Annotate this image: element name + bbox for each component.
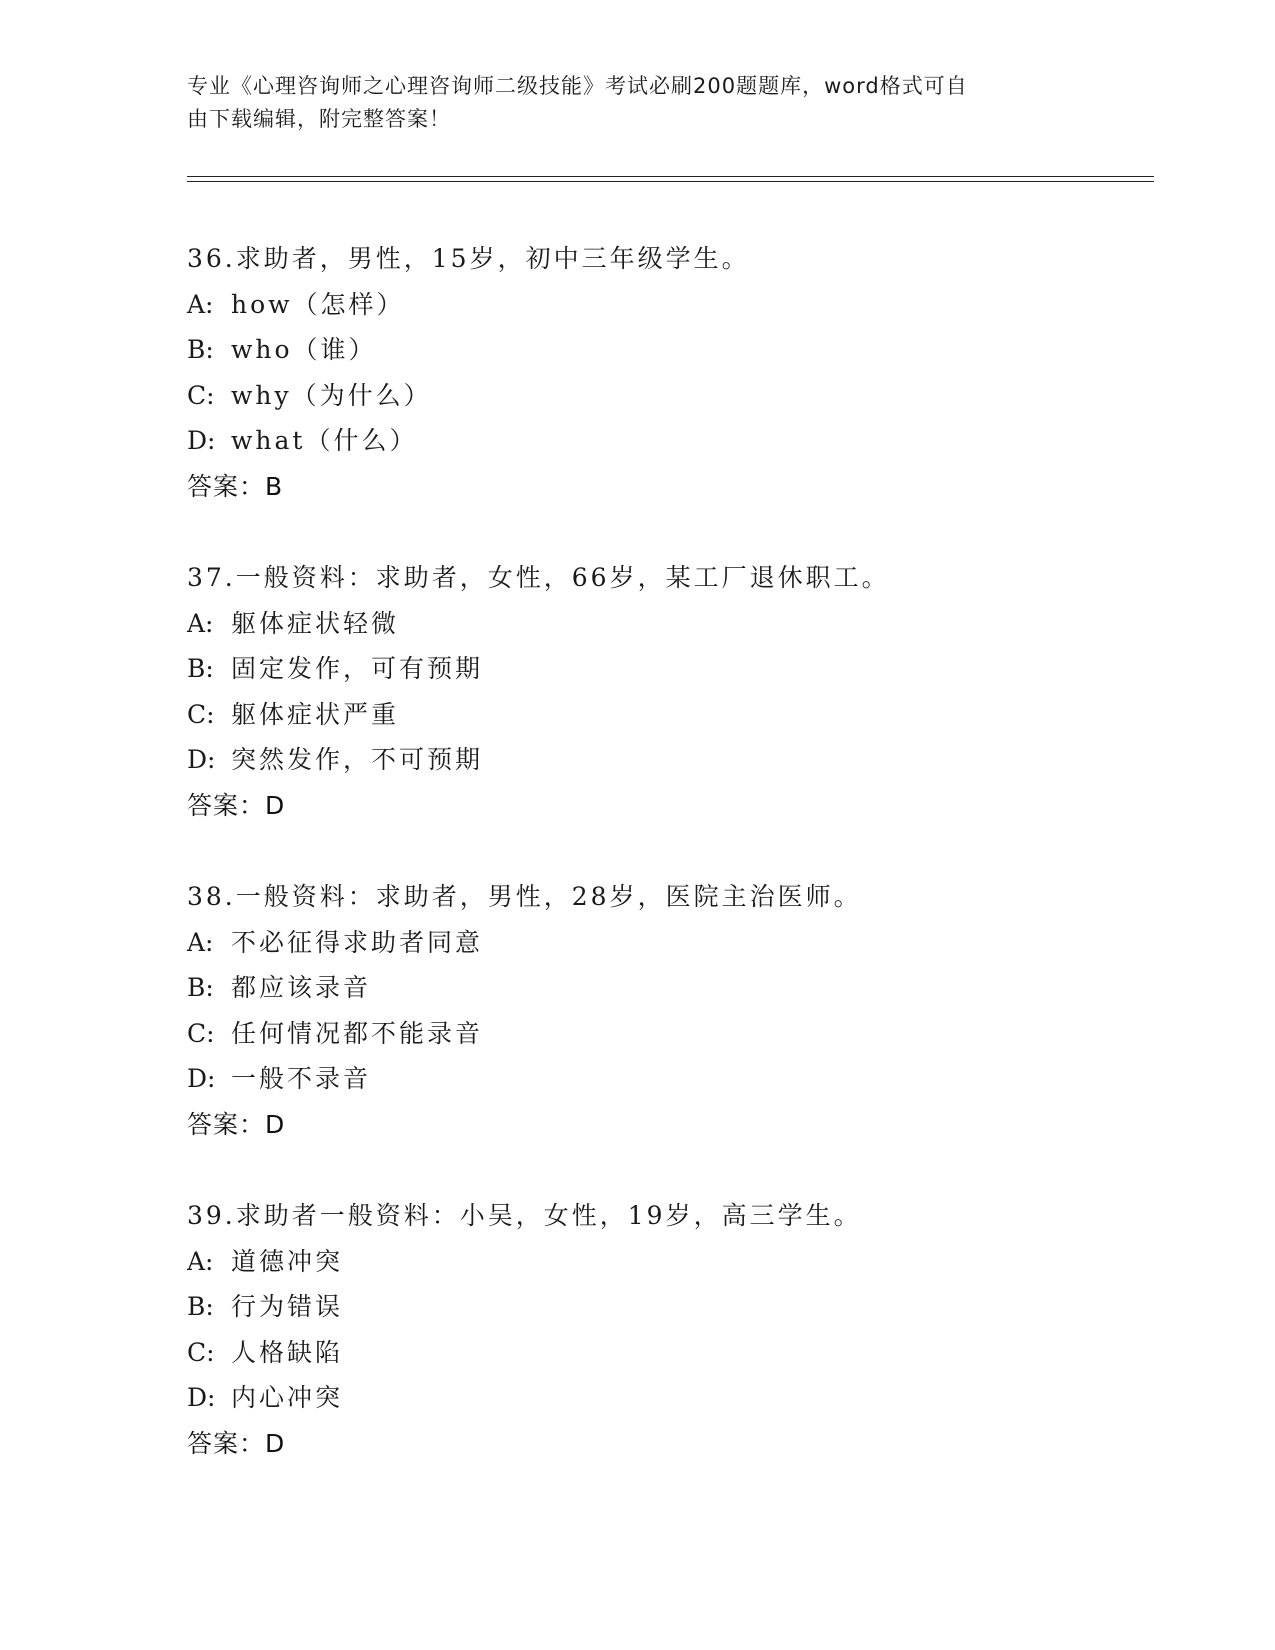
option-letter: C: — [187, 1337, 215, 1367]
option-c — [187, 1011, 1147, 1057]
option-text: 道德冲突 — [231, 1246, 344, 1276]
option-text: who（谁） — [231, 335, 377, 365]
option-c — [187, 1330, 1147, 1376]
option-letter: A: — [187, 927, 214, 957]
option-text: 人格缺陷 — [231, 1337, 344, 1367]
option-text: 不必征得求助者同意 — [231, 927, 484, 957]
option-a — [187, 601, 1147, 647]
option-text: 躯体症状严重 — [231, 699, 400, 729]
option-b — [187, 965, 1147, 1011]
option-text: 突然发作，不可预期 — [231, 745, 484, 775]
question-36 — [187, 236, 1147, 510]
header-line-2: 由下载编辑，附完整答案！ — [187, 107, 451, 131]
document-header — [187, 70, 1087, 136]
option-text: 行为错误 — [231, 1292, 344, 1322]
option-letter: A: — [187, 608, 214, 638]
option-letter: B: — [187, 973, 214, 1003]
option-letter: C: — [187, 380, 215, 410]
option-letter: B: — [187, 335, 214, 365]
answer-line: 答案：D — [187, 790, 286, 820]
option-letter: A: — [187, 289, 214, 319]
option-text: how（怎样） — [231, 289, 405, 319]
option-a — [187, 1239, 1147, 1285]
header-divider-top — [187, 176, 1154, 177]
header-line-1: 专业《心理咨询师之心理咨询师二级技能》考试必刷200题题库，word格式可自 — [187, 74, 968, 98]
option-text: what（什么） — [231, 426, 418, 456]
option-a — [187, 920, 1147, 966]
option-d — [187, 1056, 1147, 1102]
question-stem: 39.求助者一般资料：小吴，女性，19岁，高三学生。 — [187, 1201, 862, 1230]
option-c — [187, 692, 1147, 738]
option-text: 一般不录音 — [231, 1064, 372, 1094]
option-d — [187, 1375, 1147, 1421]
option-letter: A: — [187, 1246, 214, 1276]
option-letter: B: — [187, 654, 214, 684]
answer-line: 答案：D — [187, 1428, 286, 1458]
option-text: 内心冲突 — [231, 1383, 344, 1413]
option-letter: C: — [187, 699, 215, 729]
option-letter: C: — [187, 1018, 215, 1048]
option-d — [187, 418, 1147, 464]
option-letter: B: — [187, 1292, 214, 1322]
option-d — [187, 737, 1147, 783]
question-37 — [187, 555, 1147, 829]
question-39 — [187, 1193, 1147, 1467]
option-text: 任何情况都不能录音 — [231, 1018, 484, 1048]
option-text: 躯体症状轻微 — [231, 608, 400, 638]
option-letter: D: — [187, 1383, 216, 1413]
option-b — [187, 327, 1147, 373]
question-stem: 37.一般资料：求助者，女性，66岁，某工厂退休职工。 — [187, 563, 890, 592]
option-letter: D: — [187, 426, 216, 456]
header-divider-bottom — [187, 181, 1154, 182]
question-stem: 36.求助者，男性，15岁，初中三年级学生。 — [187, 244, 750, 273]
option-b — [187, 1284, 1147, 1330]
option-letter: D: — [187, 1064, 216, 1094]
option-letter: D: — [187, 745, 216, 775]
answer-line: 答案：D — [187, 1109, 286, 1139]
question-stem: 38.一般资料：求助者，男性，28岁，医院主治医师。 — [187, 882, 862, 911]
option-text: 固定发作，可有预期 — [231, 654, 484, 684]
option-b — [187, 646, 1147, 692]
question-38 — [187, 874, 1147, 1148]
option-text: 都应该录音 — [231, 973, 372, 1003]
option-a — [187, 282, 1147, 328]
option-text: why（为什么） — [231, 380, 432, 410]
answer-line: 答案：B — [187, 471, 284, 501]
option-c — [187, 373, 1147, 419]
